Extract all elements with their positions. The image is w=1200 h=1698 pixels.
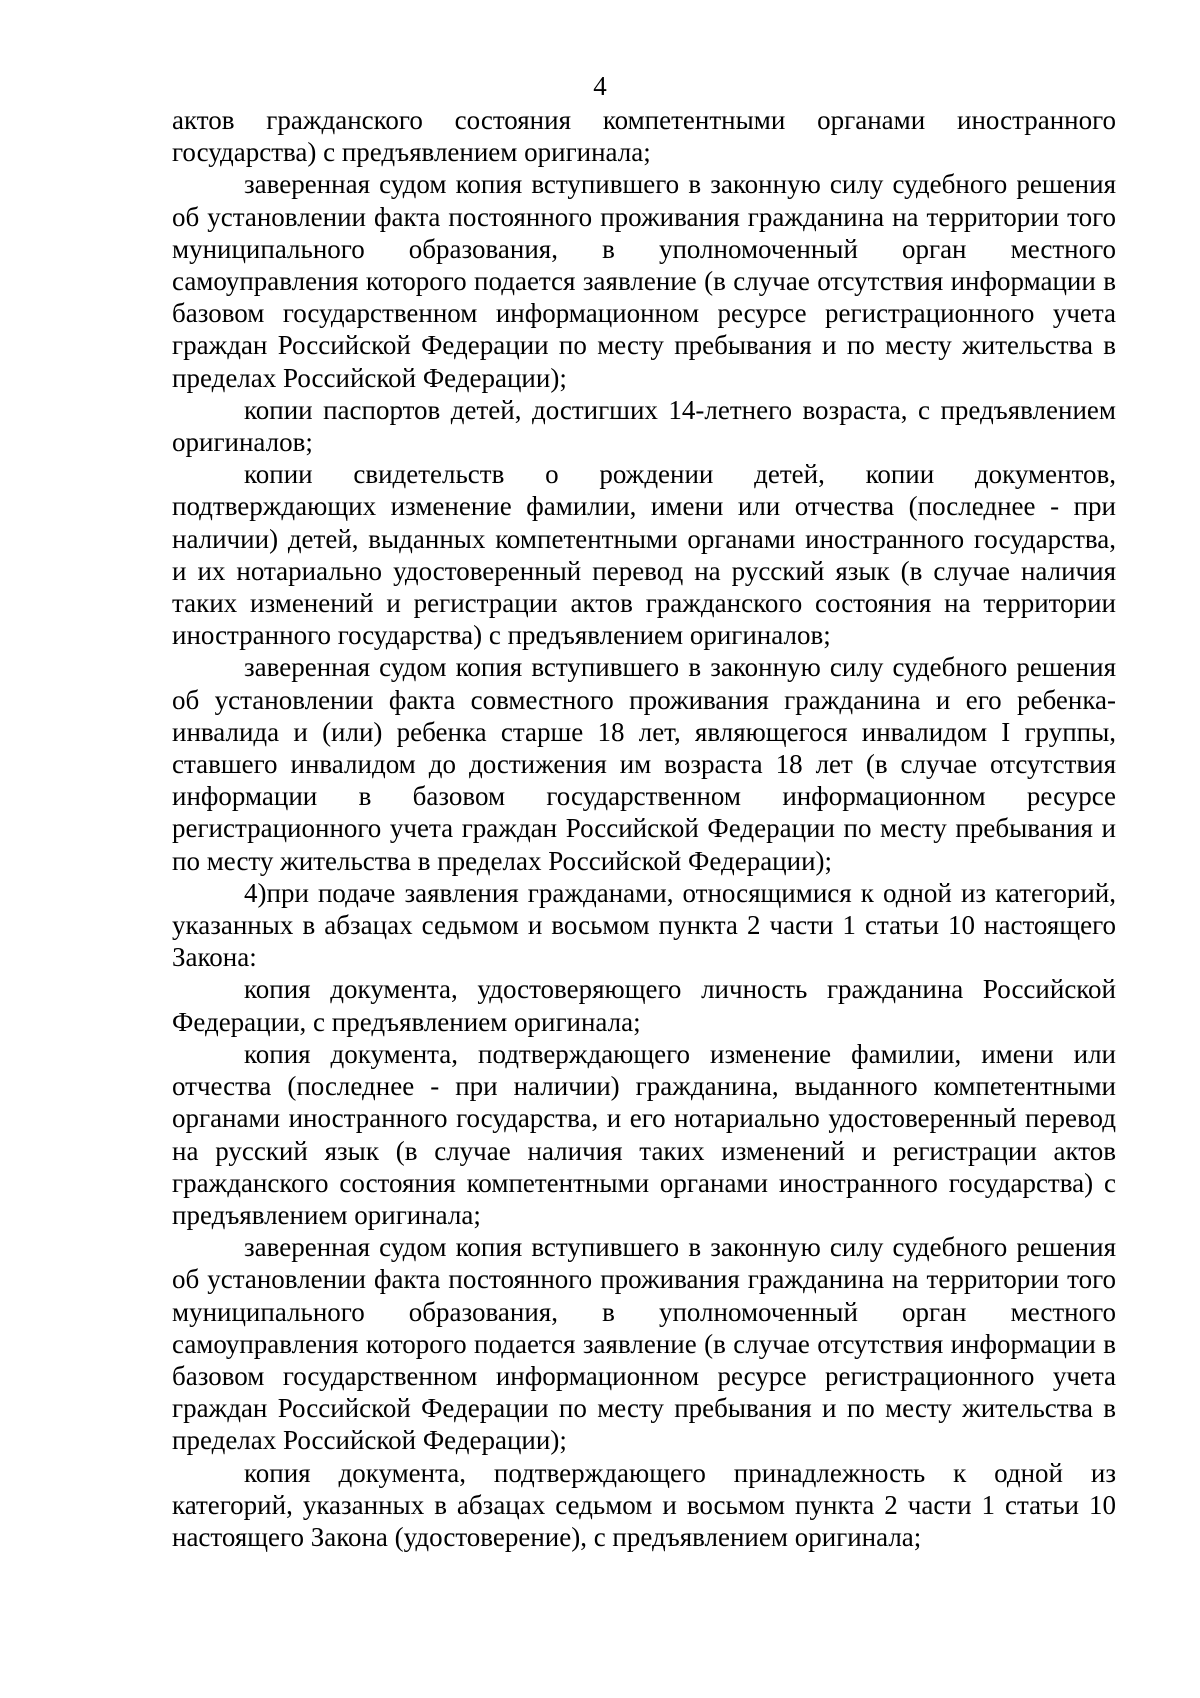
paragraph: 4)при подаче заявления гражданами, относящимися к одной из категорий, указанных в абзацах седьмом и восьмом пункта 2 части 1 статьи 10 настоящего Закона: bbox=[172, 877, 1116, 973]
paragraph: копии свидетельств о рождении детей, копии документов, подтверждающих изменение фамилии, имени или отчества (последнее - при наличии) детей, выданных компетентными органами иностранного государства, и их нотариально удостоверенный перевод на русский язык (в случае наличия таких изменений и регистрации актов гражданского состояния на территории иностранного государства) с предъявлением оригиналов; bbox=[172, 459, 1116, 651]
paragraph-continuation: актов гражданского состояния компетентными органами иностранного государства) с предъявлением оригинала; bbox=[172, 105, 1116, 168]
paragraph: заверенная судом копия вступившего в законную силу судебного решения об установлении факта постоянного проживания гражданина на территории того муниципального образования, в уполномоченный орган местного самоуправления которого подается заявление (в случае отсутствия информации в базовом государственном информационном ресурсе регистрационного учета граждан Российской Федерации по месту пребывания и по месту жительства в пределах Российской Федерации); bbox=[172, 1232, 1116, 1456]
paragraph: копия документа, удостоверяющего личность гражданина Российской Федерации, с предъявлением оригинала; bbox=[172, 974, 1116, 1037]
page-number: 4 bbox=[593, 71, 607, 101]
paragraph: заверенная судом копия вступившего в законную силу судебного решения об установлении факта совместного проживания гражданина и его ребенка-инвалида и (или) ребенка старше 18 лет, являющегося инвалидом I группы, ставшего инвалидом до достижения им возраста 18 лет (в случае отсутствия информации в базовом государственном информационном ресурсе регистрационного учета граждан Российской Федерации по месту пребывания и по месту жительства в пределах Российской Федерации); bbox=[172, 652, 1116, 876]
paragraph: копия документа, подтверждающего изменение фамилии, имени или отчества (последнее - при наличии) гражданина, выданного компетентными органами иностранного государства, и его нотариально удостоверенный перевод на русский язык (в случае наличия таких изменений и регистрации актов гражданского состояния компетентными органами иностранного государства) с предъявлением оригинала; bbox=[172, 1038, 1116, 1230]
paragraph: заверенная судом копия вступившего в законную силу судебного решения об установлении факта постоянного проживания гражданина на территории того муниципального образования, в уполномоченный орган местного самоуправления которого подается заявление (в случае отсутствия информации в базовом государственном информационном ресурсе регистрационного учета граждан Российской Федерации по месту пребывания и по месту жительства в пределах Российской Федерации); bbox=[172, 169, 1116, 393]
document-body bbox=[172, 104, 1116, 1553]
paragraph: копия документа, подтверждающего принадлежность к одной из категорий, указанных в абзацах седьмом и восьмом пункта 2 части 1 статьи 10 настоящего Закона (удостоверение), с предъявлением оригинала; bbox=[172, 1457, 1116, 1552]
paragraph: копии паспортов детей, достигших 14-летнего возраста, с предъявлением оригиналов; bbox=[172, 394, 1116, 458]
